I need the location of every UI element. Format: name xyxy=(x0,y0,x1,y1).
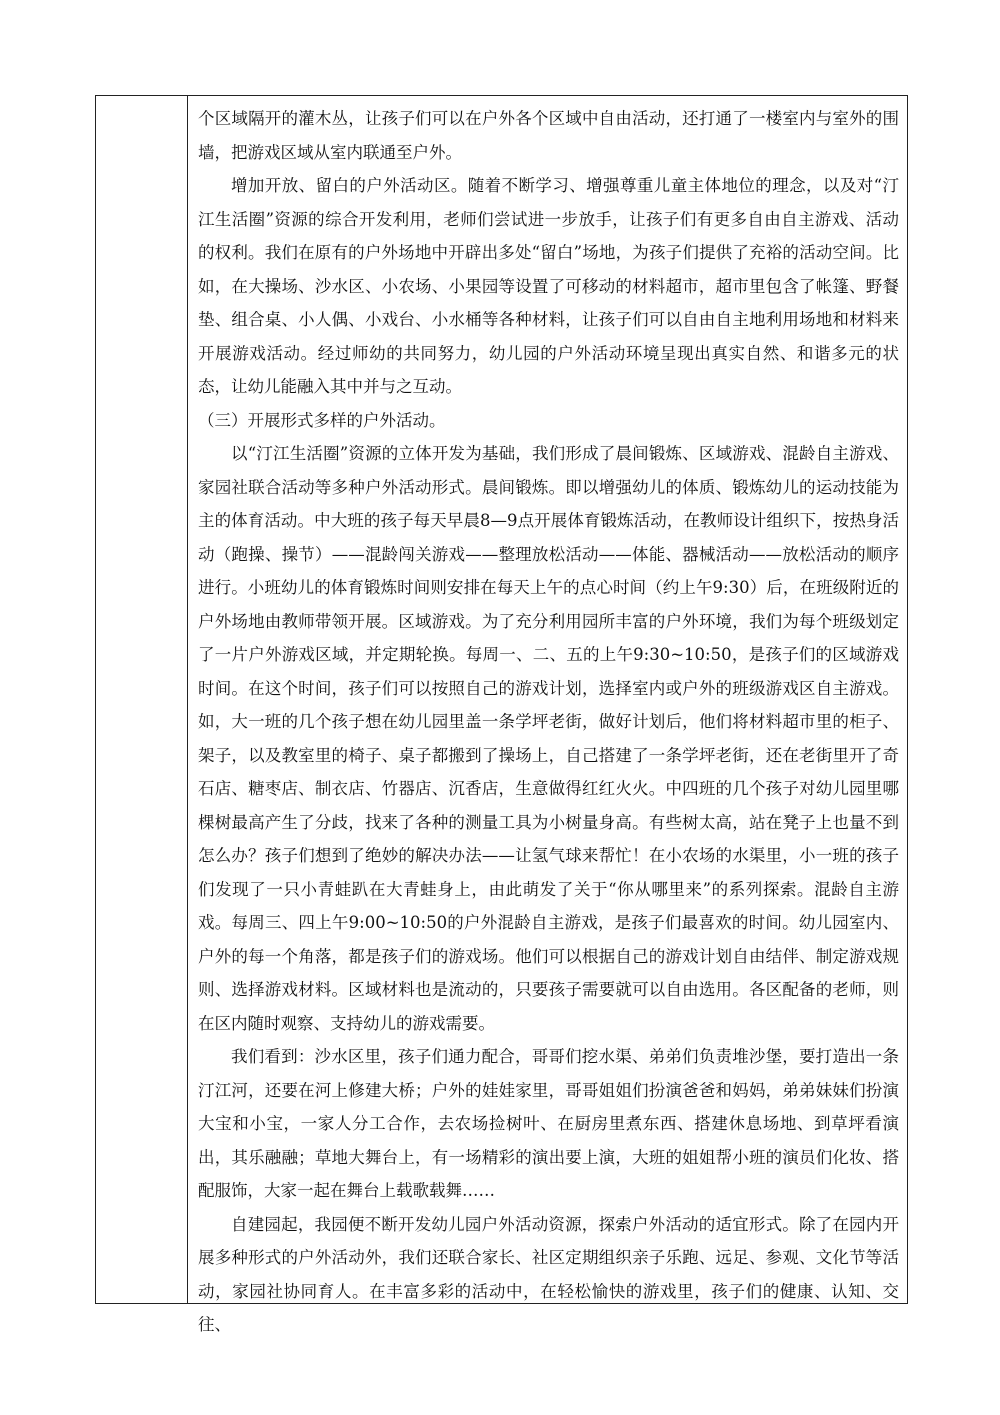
table-label-cell xyxy=(96,96,188,1303)
paragraph-conclusion: 自建园起，我园便不断开发幼儿园户外活动资源，探索户外活动的适宜形式。除了在园内开展多种形式的户外活动外，我们还联合家长、社区定期组织亲子乐跑、远足、参观、文化节等活动，家园社协同育人。在丰富多彩的活动中，在轻松愉快的游戏里，孩子们的健康、认知、交往、 xyxy=(198,1214,899,1334)
table-content-cell xyxy=(188,96,907,1334)
paragraph-activity-forms: 以“汀江生活圈”资源的立体开发为基础，我们形成了晨间锻炼、区域游戏、混龄自主游戏、家园社联合活动等多种户外活动形式。晨间锻炼。即以增强幼儿的体质、锻炼幼儿的运动技能为主的体育活动。中大班的孩子每天早晨8—9点开展体育锻炼活动，在教师设计组织下，按热身活动（跑操、操节）——混龄闯关游戏——整理放松活动——体能、器械活动——放松活动的顺序进行。小班幼儿的体育锻炼时间则安排在每天上午的点心时间（约上午9:30）后，在班级附近的户外场地由教师带领开展。区域游戏。为了充分利用园所丰富的户外环境，我们为每个班级划定了一片户外游戏区域，并定期轮换。每周一、二、五的上午9:30~10:50，是孩子们的区域游戏时间。在这个时间，孩子们可以按照自己的游戏计划，选择室内或户外的班级游戏区自主游戏。如，大一班的几个孩子想在幼儿园里盖一条学坪老街，做好计划后，他们将材料超市里的柜子、架子，以及教室里的椅子、桌子都搬到了操场上，自己搭建了一条学坪老街，还在老街里开了奇石店、糖枣店、制衣店、竹器店、沉香店，生意做得红红火火。中四班的几个孩子对幼儿园里哪棵树最高产生了分歧，找来了各种的测量工具为小树量身高。有些树太高，站在凳子上也量不到怎么办？孩子们想到了绝妙的解决办法——让氢气球来帮忙！在小农场的水渠里，小一班的孩子们发现了一只小青蛙趴在大青蛙身上，由此萌发了关于“你从哪里来”的系列探索。混龄自主游戏。每周三、四上午9:00~10:50的户外混龄自主游戏，是孩子们最喜欢的时间。幼儿园室内、户外的每一个角落，都是孩子们的游戏场。他们可以根据自己的游戏计划自由结伴、制定游戏规则、选择游戏材料。区域材料也是流动的，只要孩子需要就可以自由选用。各区配备的老师，则在区内随时观察、支持幼儿的游戏需要。 xyxy=(198,444,899,1033)
paragraph-continuation: 个区域隔开的灌木丛，让孩子们可以在户外各个区域中自由活动，还打通了一楼室内与室外的围墙，把游戏区域从室内联通至户外。 xyxy=(198,109,899,162)
paragraph-open-space: 增加开放、留白的户外活动区。随着不断学习、增强尊重儿童主体地位的理念，以及对“汀江生活圈”资源的综合开发利用，老师们尝试进一步放手，让孩子们有更多自由自主游戏、活动的权利。我们在原有的户外场地中开辟出多处“留白”场地，为孩子们提供了充裕的活动空间。比如，在大操场、沙水区、小农场、小果园等设置了可移动的材料超市，超市里包含了帐篷、野餐垫、组合桌、小人偶、小戏台、小水桶等各种材料，让孩子们可以自由自主地利用场地和材料来开展游戏活动。经过师幼的共同努力，幼儿园的户外活动环境呈现出真实自然、和谐多元的状态，让幼儿能融入其中并与之互动。 xyxy=(198,176,899,396)
paragraph-observations: 我们看到：沙水区里，孩子们通力配合，哥哥们挖水渠、弟弟们负责堆沙堡，要打造出一条汀江河，还要在河上修建大桥；户外的娃娃家里，哥哥姐姐们扮演爸爸和妈妈，弟弟妹妹们扮演大宝和小宝，一家人分工合作，去农场捡树叶、在厨房里煮东西、搭建休息场地、到草坪看演出，其乐融融；草地大舞台上，有一场精彩的演出要上演，大班的姐姐帮小班的演员们化妆、搭配服饰，大家一起在舞台上载歌载舞…… xyxy=(198,1047,899,1200)
section-heading: （三）开展形式多样的户外活动。 xyxy=(198,410,446,430)
document-table xyxy=(95,95,908,1334)
